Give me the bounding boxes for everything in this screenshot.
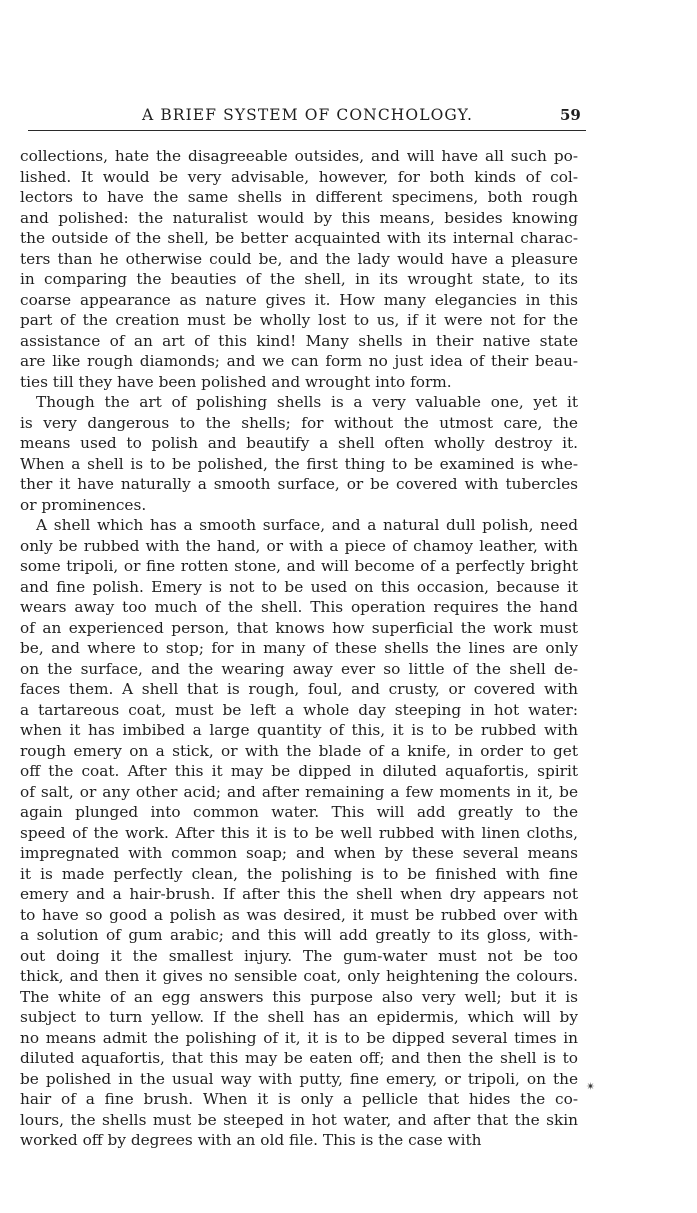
- text-line: a tartareous coat, must be left a whole day steeping in hot water:: [20, 700, 578, 719]
- text-line: worked off by degrees with an old file. This is the case with: [20, 1131, 482, 1149]
- text-line: is very dangerous to the shells; for without the utmost care, the: [20, 413, 578, 432]
- text-line: faces them. A shell that is rough, foul, and crusty, or covered with: [20, 680, 578, 698]
- text-line: it is made perfectly clean, the polishing is to be finished with fine: [20, 864, 578, 883]
- text-line: some tripoli, or fine rotten stone, and will become of a perfectly bright: [20, 557, 578, 575]
- text-line: are like rough diamonds; and we can form no just idea of their beau-: [20, 352, 578, 370]
- text-line: lectors to have the same shells in different specimens, both rough: [20, 188, 578, 206]
- header-rule: [28, 130, 586, 131]
- text-line: only be rubbed with the hand, or with a piece of chamoy leather, with: [20, 536, 578, 555]
- body-text: [20, 146, 578, 1151]
- text-line: When a shell is to be polished, the first thing to be examined is whe-: [20, 454, 578, 473]
- text-line: impregnated with common soap; and when by these several means: [20, 844, 578, 862]
- text-line: lours, the shells must be steeped in hot water, and after that the skin: [20, 1110, 578, 1129]
- text-line: ties till they have been polished and wrought into form.: [20, 372, 452, 391]
- text-line: and polished: the naturalist would by this means, besides knowing: [20, 208, 578, 227]
- text-line: and fine polish. Emery is not to be used on this occasion, because it: [20, 577, 578, 596]
- text-line: be, and where to stop; for in many of these shells the lines are only: [20, 639, 578, 657]
- text-line: part of the creation must be wholly lost to us, if it were not for the: [20, 311, 578, 329]
- text-line: Though the art of polishing shells is a very valuable one, yet it: [36, 393, 578, 411]
- text-line: means used to polish and beautify a shell often wholly destroy it.: [20, 434, 578, 452]
- text-line: or prominences.: [20, 495, 147, 514]
- text-line: collections, hate the disagreeable outsides, and will have all such po-: [20, 147, 578, 165]
- text-line: rough emery on a stick, or with the blade of a knife, in order to get: [20, 741, 578, 760]
- text-line: when it has imbibed a large quantity of this, it is to be rubbed with: [20, 721, 578, 739]
- text-line: no means admit the polishing of it, it is to be dipped several times in: [20, 1028, 578, 1047]
- paragraph: [20, 146, 578, 392]
- text-line: emery and a hair-brush. If after this the shell when dry appears not: [20, 885, 578, 903]
- text-line: off the coat. After this it may be dipped in diluted aquafortis, spirit: [20, 762, 578, 780]
- running-title: A BRIEF SYSTEM OF CONCHOLOGY.: [142, 106, 473, 124]
- paragraph: [20, 515, 578, 1151]
- page-number: 59: [560, 106, 581, 124]
- text-line: ters than he otherwise could be, and the lady would have a pleasure: [20, 249, 578, 268]
- text-line: ther it have naturally a smooth surface, or be covered with tubercles: [20, 475, 578, 493]
- text-line: the outside of the shell, be better acquainted with its internal charac-: [20, 229, 578, 247]
- text-line: wears away too much of the shell. This operation requires the hand: [20, 598, 578, 616]
- text-line: of salt, or any other acid; and after remaining a few moments in it, be: [20, 782, 578, 801]
- margin-mark: ✴: [586, 1080, 596, 1093]
- text-line: thick, and then it gives no sensible coat, only heightening the colours.: [20, 967, 578, 985]
- text-line: be polished in the usual way with putty, fine emery, or tripoli, on the: [20, 1069, 578, 1088]
- paragraph: [20, 392, 578, 515]
- text-line: coarse appearance as nature gives it. How many elegancies in this: [20, 290, 578, 309]
- text-line: speed of the work. After this it is to be well rubbed with linen cloths,: [20, 823, 578, 842]
- text-line: The white of an egg answers this purpose also very well; but it is: [20, 987, 578, 1006]
- text-line: to have so good a polish as was desired, it must be rubbed over with: [20, 905, 578, 924]
- text-line: lished. It would be very advisable, however, for both kinds of col-: [20, 167, 578, 186]
- running-head: [30, 104, 580, 128]
- text-line: hair of a fine brush. When it is only a pellicle that hides the co-: [20, 1090, 578, 1108]
- text-line: in comparing the beauties of the shell, in its wrought state, to its: [20, 270, 578, 288]
- text-line: of an experienced person, that knows how superficial the work must: [20, 618, 578, 637]
- text-line: again plunged into common water. This will add greatly to the: [20, 803, 578, 821]
- text-line: diluted aquafortis, that this may be eaten off; and then the shell is to: [20, 1049, 578, 1067]
- text-line: assistance of an art of this kind! Many shells in their native state: [20, 331, 578, 350]
- text-line: on the surface, and the wearing away ever so little of the shell de-: [20, 659, 578, 678]
- text-line: A shell which has a smooth surface, and a natural dull polish, need: [36, 516, 578, 534]
- text-line: out doing it the smallest injury. The gum-water must not be too: [20, 946, 578, 965]
- text-line: a solution of gum arabic; and this will add greatly to its gloss, with-: [20, 926, 578, 944]
- text-line: subject to turn yellow. If the shell has an epidermis, which will by: [20, 1008, 578, 1026]
